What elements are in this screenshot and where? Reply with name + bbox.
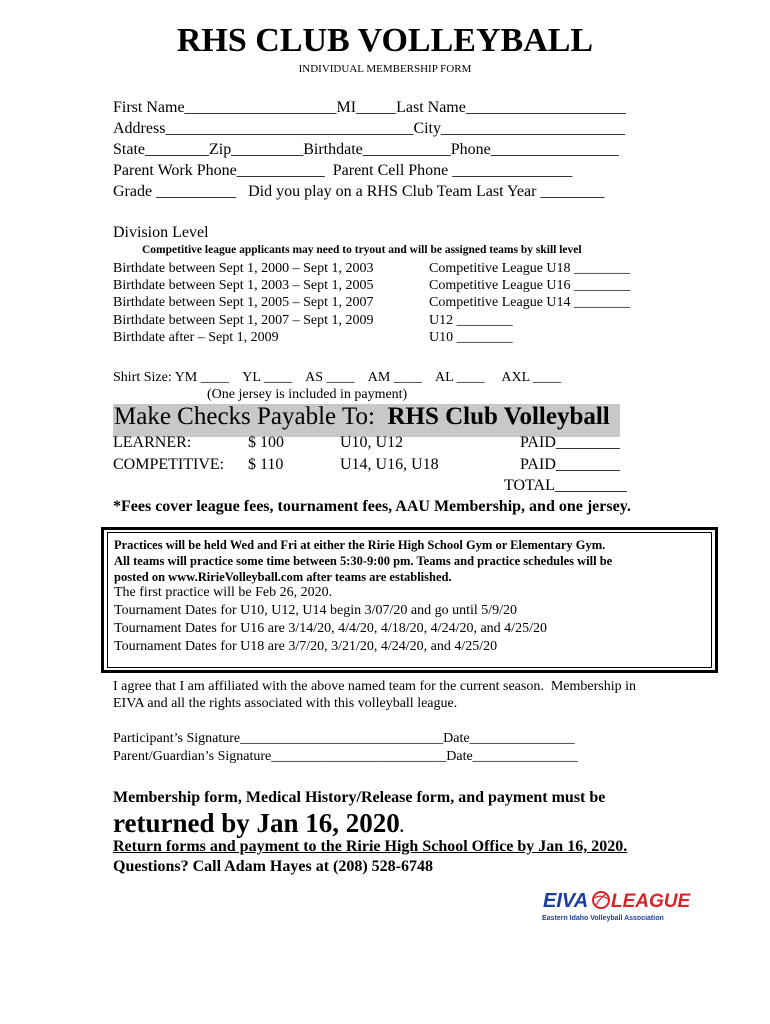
division-league-row[interactable]: Competitive League U14 ________ <box>429 295 631 310</box>
return-deadline-text: returned by Jan 16, 2020 <box>113 808 400 838</box>
division-heading: Division Level <box>113 224 209 241</box>
division-league-row[interactable]: U10 ________ <box>429 330 513 345</box>
competitive-teams: U14, U16, U18 <box>340 456 439 473</box>
learner-paid[interactable]: PAID________ <box>520 434 620 451</box>
field-line-grade[interactable]: Grade __________ Did you play on a RHS Club Team Last Year ________ <box>113 183 605 200</box>
division-note: Competitive league applicants may need to tryout and will be assigned teams by skill level <box>142 244 582 256</box>
division-league-row[interactable]: Competitive League U18 ________ <box>429 261 631 276</box>
eiva-logo-tagline: Eastern Idaho Volleyball Association <box>542 915 664 922</box>
tournament-dates: Tournament Dates for U10, U12, U14 begin 3/07/20 and go until 5/9/20 <box>114 603 518 618</box>
field-line-state[interactable]: State________Zip_________Birthdate___________Phone________________ <box>113 141 619 158</box>
return-deadline-period: . <box>399 819 404 836</box>
practice-info-bold: posted on www.RirieVolleyball.com after teams are established. <box>114 570 452 584</box>
practice-info-bold: Practices will be held Wed and Fri at either the Ririe High School Gym or Elementary Gym. <box>114 538 606 552</box>
eiva-logo-graphic <box>539 885 691 925</box>
division-birth-row: Birthdate between Sept 1, 2000 – Sept 1, 2003 <box>113 261 374 276</box>
learner-amount: $ 100 <box>248 434 284 451</box>
eiva-logo-word: EIVA <box>543 890 589 912</box>
division-birth-row: Birthdate between Sept 1, 2007 – Sept 1, 2009 <box>113 313 374 328</box>
practice-info-bold: All teams will practice some time between 5:30-9:00 pm. Teams and practice schedules will be <box>114 554 613 568</box>
field-line-name[interactable]: First Name___________________MI_____Last Name____________________ <box>113 99 626 116</box>
eiva-league-logo <box>531 867 691 922</box>
agreement-text: EIVA and all the rights associated with this volleyball league. <box>113 696 458 711</box>
learner-type: LEARNER: <box>113 434 192 451</box>
return-deadline <box>113 808 404 839</box>
parent-signature-line[interactable]: Parent/Guardian’s Signature_________________________Date_______________ <box>113 749 578 764</box>
form-title: RHS CLUB VOLLEYBALL <box>176 22 594 59</box>
field-line-parent-phone[interactable]: Parent Work Phone___________ Parent Cell Phone _______________ <box>113 162 573 179</box>
shirt-size-line[interactable]: Shirt Size: YM ____ YL ____ AS ____ AM ____ AL ____ AXL ____ <box>113 370 562 385</box>
competitive-paid[interactable]: PAID________ <box>520 456 620 473</box>
volleyball-icon <box>593 892 609 908</box>
payable-payee: RHS Club Volleyball <box>387 403 610 430</box>
payable-heading <box>114 403 610 431</box>
tournament-dates: Tournament Dates for U16 are 3/14/20, 4/4/20, 4/18/20, 4/24/20, and 4/25/20 <box>114 621 547 636</box>
participant-signature-line[interactable]: Participant’s Signature_____________________________Date_______________ <box>113 731 575 746</box>
division-league-row[interactable]: Competitive League U16 ________ <box>429 278 631 293</box>
tournament-dates: Tournament Dates for U18 are 3/7/20, 3/21/20, 4/24/20, and 4/25/20 <box>114 639 498 654</box>
payable-label: Make Checks Payable To: <box>114 403 388 430</box>
competitive-type: COMPETITIVE: <box>113 456 225 473</box>
membership-requirement: Membership form, Medical History/Release form, and payment must be <box>113 789 606 806</box>
division-league-row[interactable]: U12 ________ <box>429 313 513 328</box>
division-birth-row: Birthdate between Sept 1, 2005 – Sept 1, 2007 <box>113 295 374 310</box>
total-line[interactable]: TOTAL_________ <box>504 477 627 494</box>
field-line-address[interactable]: Address_______________________________City_______________________ <box>113 120 625 137</box>
league-logo-word: LEAGUE <box>611 891 691 912</box>
division-birth-row: Birthdate between Sept 1, 2003 – Sept 1, 2005 <box>113 278 374 293</box>
division-birth-row: Birthdate after – Sept 1, 2009 <box>113 330 279 345</box>
fees-note: *Fees cover league fees, tournament fees, AAU Membership, and one jersey. <box>113 498 631 515</box>
shirt-note: (One jersey is included in payment) <box>207 387 408 402</box>
questions-contact: Questions? Call Adam Hayes at (208) 528-6748 <box>113 858 433 875</box>
first-practice: The first practice will be Feb 26, 2020. <box>114 585 333 600</box>
return-forms-note: Return forms and payment to the Ririe High School Office by Jan 16, 2020. <box>113 838 628 855</box>
agreement-text: I agree that I am affiliated with the above named team for the current season. Membership in <box>113 679 636 694</box>
learner-teams: U10, U12 <box>340 434 404 451</box>
form-subtitle: INDIVIDUAL MEMBERSHIP FORM <box>298 63 472 75</box>
competitive-amount: $ 110 <box>248 456 284 473</box>
